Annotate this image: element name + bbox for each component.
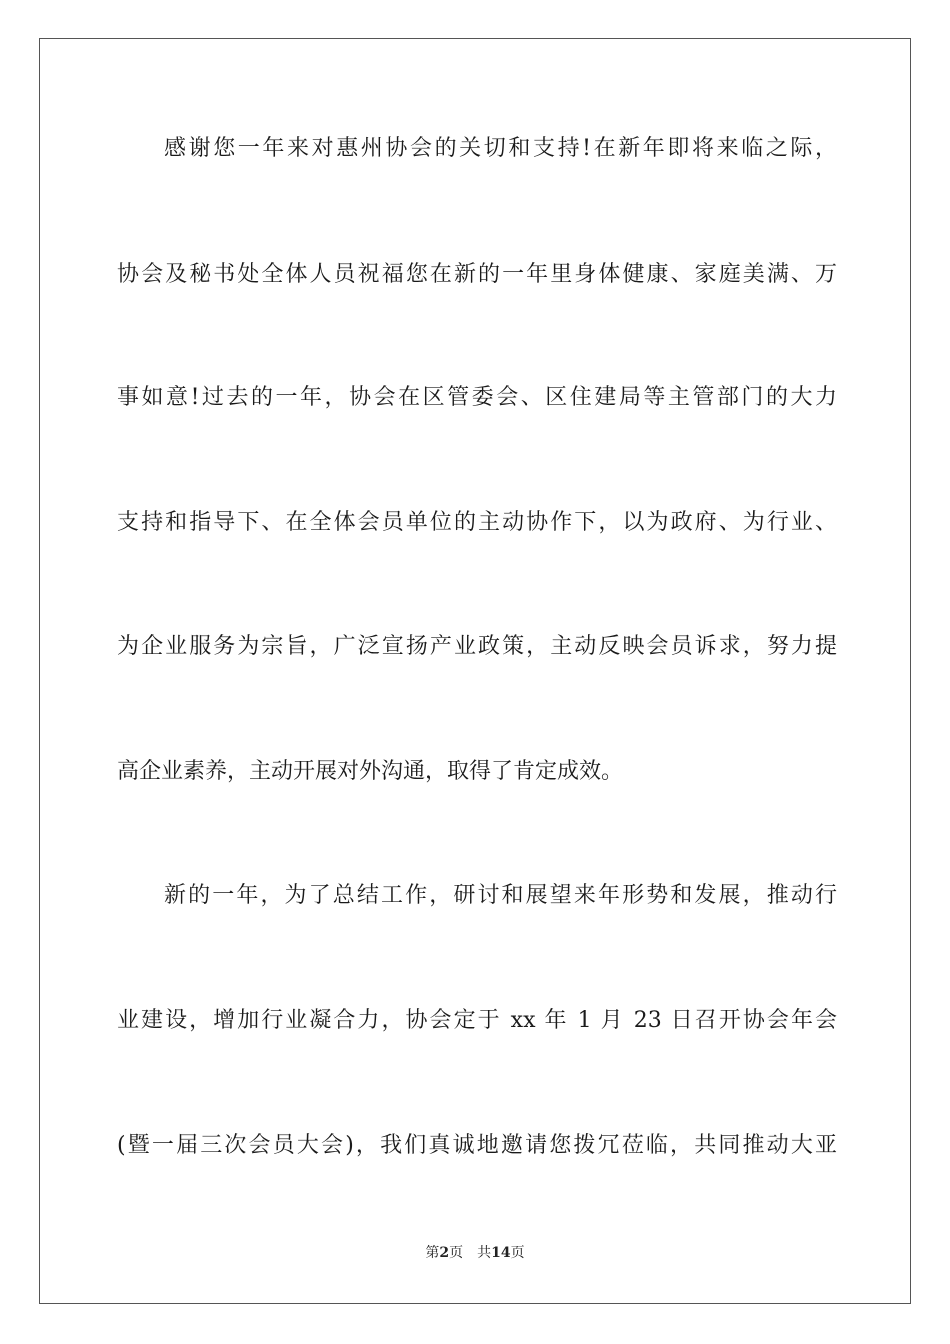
total-pages: 14 xyxy=(491,1245,511,1261)
paragraph-line-1: 感谢您一年来对惠州协会的关切和支持!在新年即将来临之际， xyxy=(164,136,837,161)
total-prefix: 共 xyxy=(477,1245,492,1261)
paragraph-line-5: 为企业服务为宗旨，广泛宣扬产业政策，主动反映会员诉求，努力提 xyxy=(117,634,837,659)
page-suffix: 页 xyxy=(449,1245,464,1261)
page-border xyxy=(39,38,911,1304)
paragraph-line-8: 业建设，增加行业凝合力，协会定于 xx 年 1 月 23 日召开协会年会 xyxy=(117,1008,837,1033)
paragraph-line-7: 新的一年，为了总结工作，研讨和展望来年形势和发展，推动行 xyxy=(164,883,837,908)
page-number: 2 xyxy=(439,1245,450,1261)
page-footer xyxy=(0,1244,950,1262)
page-prefix: 第 xyxy=(425,1245,440,1261)
paragraph-line-4: 支持和指导下、在全体会员单位的主动协作下，以为政府、为行业、 xyxy=(117,510,837,535)
paragraph-line-3: 事如意!过去的一年，协会在区管委会、区住建局等主管部门的大力 xyxy=(117,385,837,410)
paragraph-line-9: (暨一届三次会员大会)，我们真诚地邀请您拨冗莅临，共同推动大亚 xyxy=(117,1133,837,1158)
paragraph-line-2: 协会及秘书处全体人员祝福您在新的一年里身体健康、家庭美满、万 xyxy=(117,262,837,287)
total-suffix: 页 xyxy=(510,1245,525,1261)
paragraph-line-6: 高企业素养，主动开展对外沟通，取得了肯定成效。 xyxy=(117,759,624,784)
